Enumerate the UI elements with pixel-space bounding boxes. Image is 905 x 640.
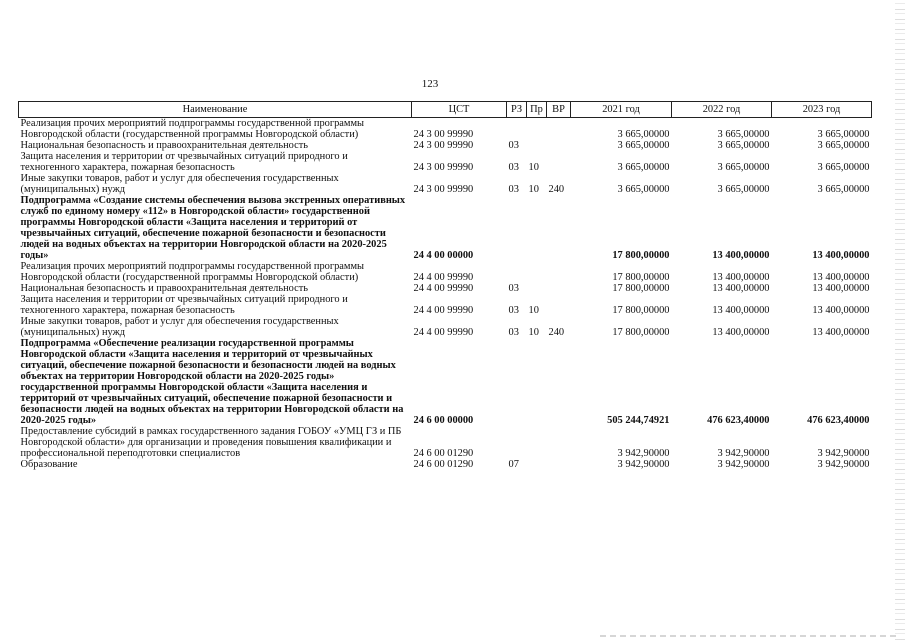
cell-y2022: 476 623,40000 [707, 415, 770, 426]
cell-cst: 24 3 00 99990 [413, 184, 474, 195]
cell-vr [547, 118, 571, 141]
cell-pr [527, 118, 547, 141]
header-cst: ЦСТ [412, 102, 507, 118]
cell-y2023: 13 400,00000 [812, 327, 870, 338]
cell-pr [527, 261, 547, 283]
cell-y2023: 13 400,00000 [812, 272, 870, 283]
page-number: 123 [421, 78, 439, 90]
header-vr: ВР [547, 102, 571, 118]
header-name: Наименование [19, 102, 412, 118]
cell-name: Реализация прочих мероприятий подпрограммы государственной программы Новгородской области (государственной программы Новгородской области) [20, 261, 365, 283]
cell-cst: 24 4 00 99990 [413, 272, 474, 283]
cell-vr: 240 [548, 184, 565, 195]
cell-vr [547, 151, 571, 173]
cell-y2022: 13 400,00000 [712, 272, 770, 283]
cell-y2022: 3 942,90000 [717, 459, 770, 470]
cell-pr [527, 283, 547, 294]
cell-vr [547, 459, 571, 470]
cell-y2022: 3 665,00000 [717, 162, 770, 173]
cell-vr [547, 195, 571, 261]
cell-cst: 24 6 00 00000 [413, 415, 474, 426]
cell-cst: 24 6 00 01290 [413, 459, 474, 470]
cell-rz [507, 118, 527, 141]
cell-name: Предоставление субсидий в рамках государственного задания ГОБОУ «УМЦ ГЗ и ПБ Новгородской области» для организации и проведения повышения квалификации и профессиональной переподготовки специалистов [20, 426, 402, 459]
table-row [19, 283, 872, 294]
cell-y2023: 3 665,00000 [817, 129, 870, 140]
scan-edge-noise [895, 0, 905, 640]
header-rz: РЗ [507, 102, 527, 118]
cell-y2021: 17 800,00000 [612, 250, 670, 261]
table-row [19, 294, 872, 316]
cell-y2022: 13 400,00000 [712, 305, 770, 316]
cell-rz: 07 [508, 459, 519, 470]
table-row [19, 140, 872, 151]
cell-y2023: 476 623,40000 [807, 415, 870, 426]
cell-cst: 24 6 00 01290 [413, 448, 474, 459]
cell-y2022: 3 665,00000 [717, 140, 770, 151]
table-body [19, 118, 872, 471]
cell-vr [547, 283, 571, 294]
cell-pr [527, 195, 547, 261]
cell-y2021: 3 665,00000 [617, 184, 670, 195]
scan-bottom-noise [600, 635, 900, 637]
cell-y2023: 3 942,90000 [817, 459, 870, 470]
cell-name: Национальная безопасность и правоохранительная деятельность [20, 140, 308, 151]
cell-y2021: 3 942,90000 [617, 448, 670, 459]
cell-cst: 24 4 00 99990 [413, 305, 474, 316]
cell-y2023: 3 665,00000 [817, 162, 870, 173]
cell-name: Реализация прочих мероприятий подпрограммы государственной программы Новгородской области (государственной программы Новгородской области) [20, 118, 365, 140]
table-row [19, 173, 872, 195]
cell-vr [547, 294, 571, 316]
cell-pr [527, 459, 547, 470]
cell-y2021: 3 942,90000 [617, 459, 670, 470]
cell-vr [547, 426, 571, 459]
cell-y2021: 3 665,00000 [617, 129, 670, 140]
table-row [19, 338, 872, 426]
cell-cst: 24 3 00 99990 [413, 162, 474, 173]
cell-rz: 03 [508, 305, 519, 316]
cell-pr [527, 338, 547, 426]
cell-pr: 10 [528, 327, 539, 338]
cell-y2021: 505 244,74921 [607, 415, 670, 426]
cell-rz: 03 [508, 327, 519, 338]
cell-vr: 240 [548, 327, 565, 338]
cell-rz [507, 338, 527, 426]
cell-name: Защита населения и территории от чрезвычайных ситуаций природного и техногенного характера, пожарная безопасность [20, 294, 348, 316]
cell-name: Иные закупки товаров, работ и услуг для обеспечения государственных (муниципальных) нужд [20, 173, 339, 195]
header-2023: 2023 год [772, 102, 872, 118]
cell-y2022: 13 400,00000 [712, 327, 770, 338]
table-row [19, 261, 872, 283]
header-2021: 2021 год [571, 102, 672, 118]
cell-y2023: 3 665,00000 [817, 140, 870, 151]
cell-rz [507, 195, 527, 261]
table-row [19, 195, 872, 261]
table-row [19, 118, 872, 141]
cell-cst: 24 4 00 99990 [413, 327, 474, 338]
cell-y2022: 3 665,00000 [717, 129, 770, 140]
cell-rz: 03 [508, 162, 519, 173]
budget-table [18, 101, 872, 470]
table-row [19, 316, 872, 338]
cell-cst: 24 4 00 00000 [413, 250, 474, 261]
cell-y2023: 3 665,00000 [817, 184, 870, 195]
cell-y2022: 3 665,00000 [717, 184, 770, 195]
cell-name: Иные закупки товаров, работ и услуг для обеспечения государственных (муниципальных) нужд [20, 316, 339, 338]
cell-pr: 10 [528, 305, 539, 316]
cell-y2022: 13 400,00000 [712, 250, 770, 261]
table-row [19, 426, 872, 459]
table-row [19, 459, 872, 470]
cell-pr [527, 140, 547, 151]
cell-pr [527, 426, 547, 459]
cell-name: Подпрограмма «Обеспечение реализации государственной программы Новгородской области «Защита населения и территорий от чрезвычайных ситуаций, обеспечение пожарной безопасности и безопасности людей на водных объектах на территории Новгородской области на 2020-2025 годы» государственной программы Новгородской области «Защита населения и территорий от чрезвычайных ситуаций, обеспечение пожарной безопасности и безопасности людей на водных объектах на территории Новгородской области на 2020-2025 годы» [20, 338, 404, 426]
cell-rz [507, 426, 527, 459]
cell-y2021: 17 800,00000 [612, 305, 670, 316]
cell-name: Образование [20, 459, 78, 470]
cell-vr [547, 338, 571, 426]
cell-y2022: 13 400,00000 [712, 283, 770, 294]
cell-y2022: 3 942,90000 [717, 448, 770, 459]
cell-y2021: 17 800,00000 [612, 283, 670, 294]
table-row [19, 151, 872, 173]
cell-y2021: 17 800,00000 [612, 272, 670, 283]
cell-y2023: 13 400,00000 [812, 283, 870, 294]
cell-pr: 10 [528, 162, 539, 173]
cell-name: Национальная безопасность и правоохранительная деятельность [20, 283, 308, 294]
cell-y2023: 3 942,90000 [817, 448, 870, 459]
cell-y2021: 3 665,00000 [617, 162, 670, 173]
cell-name: Подпрограмма «Создание системы обеспечения вызова экстренных оперативных служб по единому номеру «112» в Новгородской области» государственной программы Новгородской области «Защита населения и территорий от чрезвычайных ситуаций, обеспечение пожарной безопасности и безопасности людей на водных объектах на территории Новгородской области на 2020-2025 годы» [20, 195, 406, 261]
header-2022: 2022 год [672, 102, 772, 118]
cell-rz [507, 261, 527, 283]
cell-cst: 24 3 00 99990 [413, 129, 474, 140]
cell-y2021: 17 800,00000 [612, 327, 670, 338]
cell-vr [547, 140, 571, 151]
cell-rz: 03 [508, 283, 519, 294]
cell-y2023: 13 400,00000 [812, 250, 870, 261]
table-header-row [19, 102, 872, 118]
cell-pr: 10 [528, 184, 539, 195]
cell-cst: 24 4 00 99990 [413, 283, 474, 294]
cell-vr [547, 261, 571, 283]
cell-y2023: 13 400,00000 [812, 305, 870, 316]
cell-cst: 24 3 00 99990 [413, 140, 474, 151]
header-pr: Пр [527, 102, 547, 118]
cell-name: Защита населения и территории от чрезвычайных ситуаций природного и техногенного характера, пожарная безопасность [20, 151, 348, 173]
cell-rz: 03 [508, 184, 519, 195]
cell-y2021: 3 665,00000 [617, 140, 670, 151]
cell-rz: 03 [508, 140, 519, 151]
